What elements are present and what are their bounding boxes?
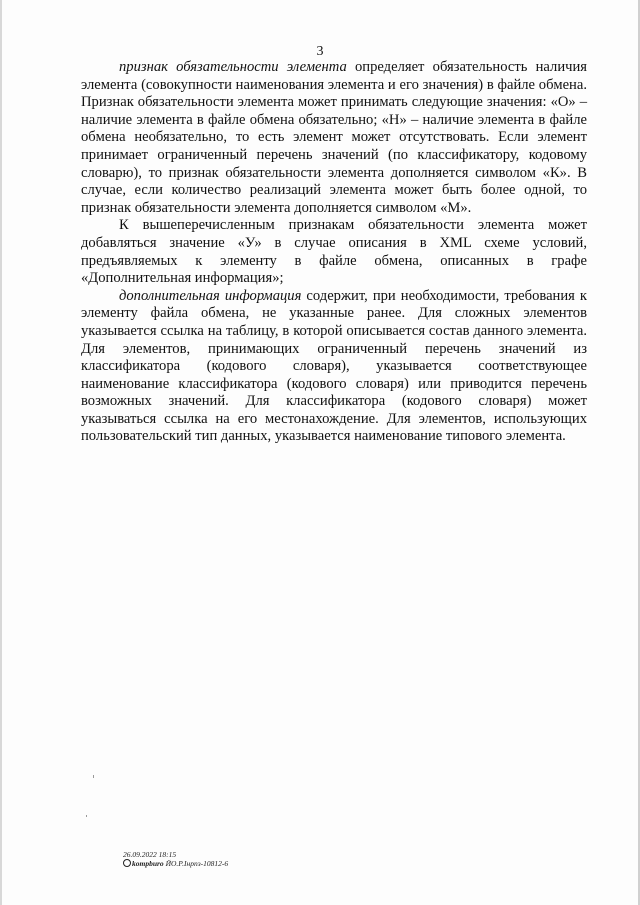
paragraph-additional-value: [81, 217, 587, 287]
footer-stamp: [123, 859, 228, 868]
term-mandatory-attribute: признак обязательности элемента: [119, 59, 347, 75]
paragraph-text: определяет обязательность наличия элемента (совокупности наименования элемента и его значения) в файле обмена. Признак обязательности элемента может принимать следующие значения: «О» – наличие элемента в файле обмена обязательно; «Н» – наличие элемента в файле обмена необязательно, то есть элемент может отсутствовать. Если элемент принимает ограниченный перечень значений (по классификатору, кодовому словарю), то признак обязательности элемента дополняется символом «К». В случае, если количество реализаций элемента может быть более одной, то признак обязательности элемента дополняется символом «М».: [81, 59, 587, 216]
paragraph-text: К вышеперечисленным признакам обязательности элемента может добавляться значение «У» в случае описания в XML схеме условий, предъявляемых к элементу в файле обмена, описанных в графе «Дополнительная информация»;: [81, 217, 587, 287]
paragraph-additional-info: [81, 288, 587, 446]
scan-speck: [93, 775, 94, 778]
footer-doc-code: ЙО.Р.Інрпз-10812-6: [165, 859, 229, 868]
copyright-logo-icon: [123, 859, 131, 867]
paragraph-text: содержит, при необходимости, требования к элементу файла обмена, не указанные ранее. Для сложных элементов указывается ссылка на таблицу, в которой описывается состав данного элемента. Для элементов, принимающих ограниченный перечень значений из классификатора (кодового словаря), указывается соответствующее наименование классификатора (кодового словаря) или приводится перечень возможных значений. Для классификатора (кодового словаря) может указываться ссылка на его местонахождение. Для элементов, использующих пользовательский тип данных, указывается наименование типового элемента.: [81, 287, 588, 445]
scan-edge-left: [0, 0, 2, 905]
scan-speck: [86, 815, 87, 817]
paragraph-mandatory-attribute: [81, 59, 587, 217]
body-text: [81, 59, 587, 446]
document-footer: [123, 850, 228, 868]
footer-timestamp: 26.09.2022 18:15: [123, 850, 177, 859]
term-additional-info: дополнительная информация: [119, 287, 302, 304]
page-number: 3: [316, 44, 324, 59]
footer-brand: kompburo: [132, 859, 164, 868]
